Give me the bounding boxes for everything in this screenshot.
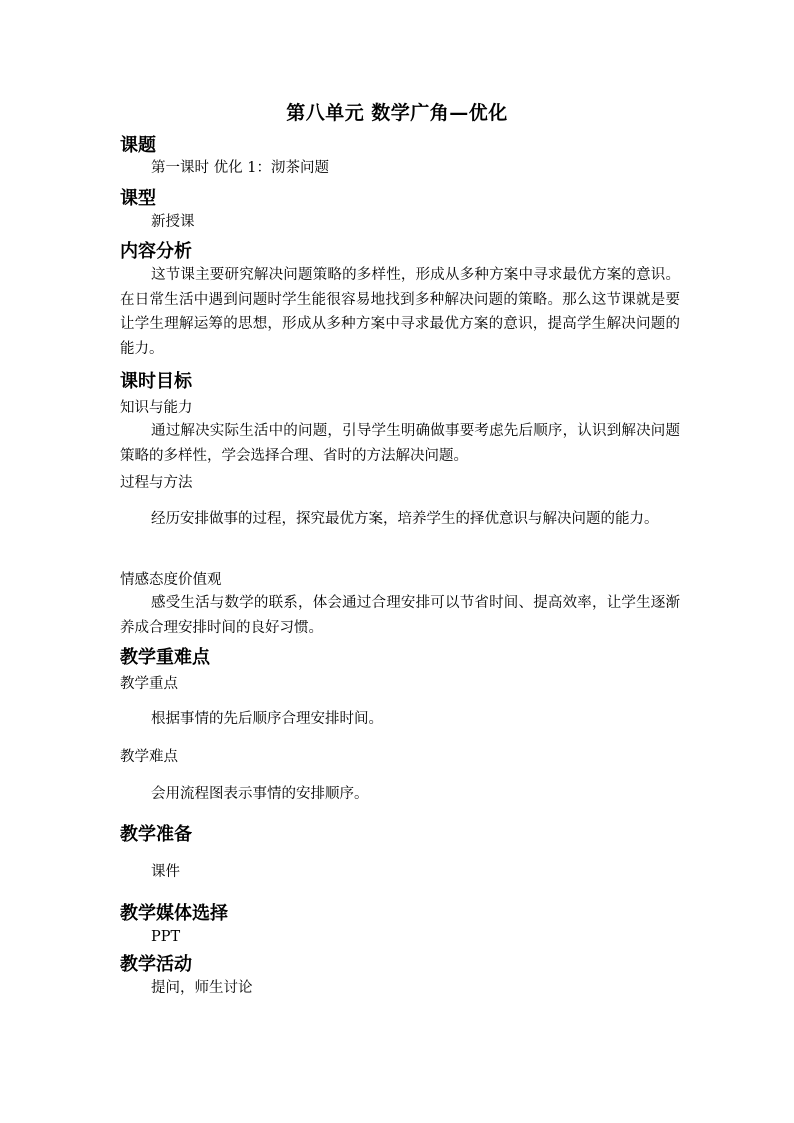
- label-process: 过程与方法: [120, 475, 193, 491]
- heading-prep: 教学准备: [120, 824, 192, 845]
- heading-type: 课型: [120, 188, 156, 209]
- activity-text: 提问，师生讨论: [151, 980, 253, 996]
- emotion-text: 感受生活与数学的联系，体会通过合理安排可以节省时间、提高效率，让学生逐渐养成合理安排时间的良好习惯。: [120, 595, 680, 636]
- label-difficult: 教学难点: [120, 749, 178, 765]
- heading-keypoints: 教学重难点: [120, 647, 210, 668]
- type-text: 新授课: [151, 214, 195, 230]
- document-title: 第八单元 数学广角—优化: [286, 102, 508, 124]
- topic-text: 第一课时 优化 1：沏茶问题: [151, 160, 329, 176]
- media-text: PPT: [151, 929, 181, 945]
- label-key: 教学重点: [120, 676, 178, 692]
- label-emotion: 情感态度价值观: [120, 572, 222, 588]
- difficult-text: 会用流程图表示事情的安排顺序。: [151, 786, 369, 802]
- knowledge-text: 通过解决实际生活中的问题，引导学生明确做事要考虑先后顺序，认识到解决问题策略的多样性，学会选择合理、省时的方法解决问题。: [120, 423, 680, 464]
- analysis-text: 这节课主要研究解决问题策略的多样性，形成从多种方案中寻求最优方案的意识。在日常生活中遇到问题时学生能很容易地找到多种解决问题的策略。那么这节课就是要让学生理解运筹的思想，形成从多种方案中寻求最优方案的意识，提高学生解决问题的能力。: [120, 267, 680, 357]
- heading-objectives: 课时目标: [120, 371, 192, 392]
- heading-media: 教学媒体选择: [120, 903, 228, 924]
- process-text: 经历安排做事的过程，探究最优方案，培养学生的择优意识与解决问题的能力。: [151, 511, 659, 527]
- key-text: 根据事情的先后顺序合理安排时间。: [151, 711, 383, 727]
- label-knowledge: 知识与能力: [120, 400, 193, 416]
- prep-text: 课件: [151, 864, 180, 880]
- heading-analysis: 内容分析: [120, 241, 192, 262]
- heading-activity: 教学活动: [120, 954, 192, 975]
- heading-topic: 课题: [120, 135, 156, 156]
